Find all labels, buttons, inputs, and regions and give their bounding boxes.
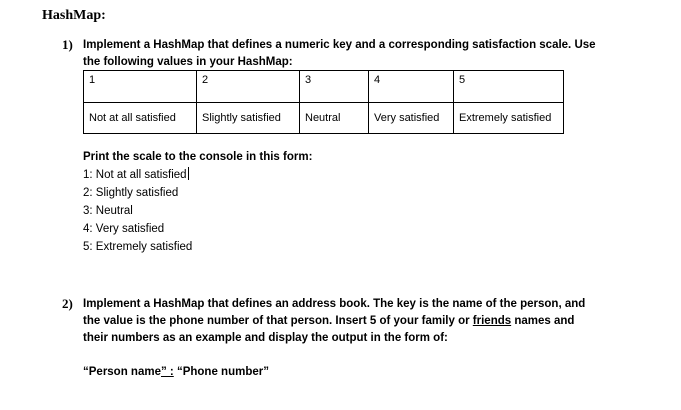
table-cell-key: 1 — [84, 71, 197, 103]
print-title: Print the scale to the console in this form: — [83, 151, 313, 163]
table-row-keys — [84, 71, 564, 103]
table-cell-value: Extremely satisfied — [454, 103, 564, 134]
table-cell-key: 4 — [369, 71, 454, 103]
table-cell-key: 3 — [300, 71, 369, 103]
question-1-number: 1) — [62, 37, 73, 52]
question-2-text — [83, 296, 585, 347]
satisfaction-table — [83, 70, 564, 134]
print-line: 3: Neutral — [83, 205, 133, 217]
question-2-line-2: the value is the phone number of that person. Insert 5 of your family or friends names and — [83, 315, 575, 327]
table-cell-value: Not at all satisfied — [84, 103, 197, 134]
print-format-block — [83, 148, 312, 256]
question-1-text — [83, 37, 596, 71]
table-cell-value: Slightly satisfied — [197, 103, 300, 134]
table-row-values — [84, 103, 564, 134]
table-cell-key: 2 — [197, 71, 300, 103]
print-line: 4: Very satisfied — [83, 223, 165, 235]
question-2-number: 2) — [62, 296, 73, 311]
question-1-line-1: Implement a HashMap that defines a numeric key and a corresponding satisfaction scale. Use — [83, 39, 596, 51]
text-cursor — [188, 167, 189, 180]
table-cell-value: Neutral — [300, 103, 369, 134]
table-cell-value: Very satisfied — [369, 103, 454, 134]
print-line: 1: Not at all satisfied — [83, 169, 187, 181]
friends-word: friends — [472, 315, 512, 327]
print-line: 5: Extremely satisfied — [83, 241, 193, 253]
print-line: 2: Slightly satisfied — [83, 187, 179, 199]
table-cell-key: 5 — [454, 71, 564, 103]
question-2-line-3: their numbers as an example and display the output in the form of: — [83, 332, 448, 344]
output-format: “Person name” : “Phone number” — [83, 366, 269, 378]
question-1-line-2: the following values in your HashMap: — [83, 56, 293, 68]
page-heading: HashMap: — [42, 8, 106, 23]
question-2-line-1: Implement a HashMap that defines an address book. The key is the name of the person, and — [83, 298, 586, 310]
